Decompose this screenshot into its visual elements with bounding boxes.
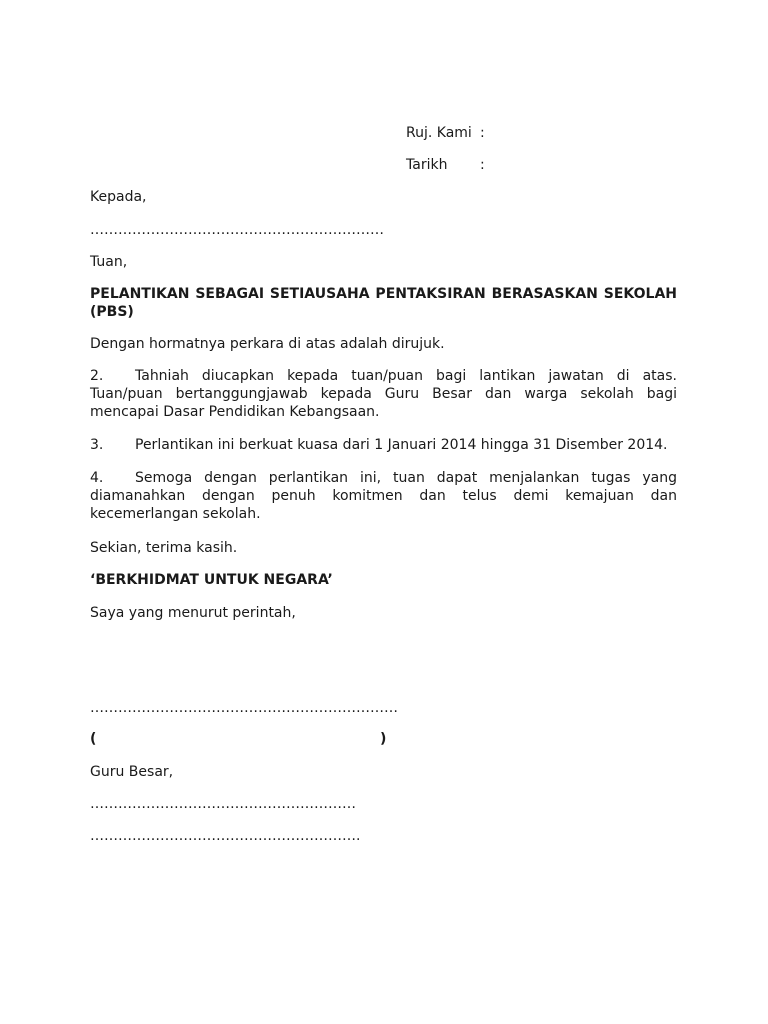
close-bracket: ) — [380, 731, 387, 747]
ruj-kami-label: Ruj. Kami — [406, 125, 472, 141]
signature-intro: Saya yang menurut perintah, — [90, 605, 296, 621]
ruj-kami-separator: : — [480, 125, 485, 141]
paragraph-4 — [90, 469, 677, 523]
signatory-title: Guru Besar, — [90, 764, 174, 780]
paragraph-3 — [90, 436, 677, 454]
reference-tarikh-line — [406, 156, 485, 188]
recipient-address-dots: ……………………………………………………… — [90, 222, 384, 238]
paragraph-3-text: Perlantikan ini berkuat kuasa dari 1 Januari 2014 hingga 31 Disember 2014. — [135, 437, 668, 453]
letter-subject: PELANTIKAN SEBAGAI SETIAUSAHA PENTAKSIRAN BERASASKAN SEKOLAH (PBS) — [90, 286, 677, 320]
paragraph-2-number: 2. — [90, 368, 104, 384]
reference-ruj-line — [406, 124, 485, 156]
closing-line: Sekian, terima kasih. — [90, 540, 238, 556]
signature-line-dots: ………………………………………………………… — [90, 700, 398, 716]
tarikh-label: Tarikh — [406, 157, 448, 173]
paragraph-4-text: Semoga dengan perlantikan ini, tuan dapat menjalankan tugas yang diamanahkan dengan penuh komitmen dan telus demi kemajuan dan kecemerlangan sekolah. — [90, 470, 677, 522]
paragraph-2-text: Tahniah diucapkan kepada tuan/puan bagi lantikan jawatan di atas. Tuan/puan bertanggungjawab kepada Guru Besar dan warga sekolah bagi mencapai Dasar Pendidikan Kebangsaan. — [90, 368, 677, 420]
tarikh-separator: : — [480, 157, 485, 173]
opening-paragraph: Dengan hormatnya perkara di atas adalah dirujuk. — [90, 336, 445, 352]
motto: ‘BERKHIDMAT UNTUK NEGARA’ — [90, 572, 333, 588]
paragraph-3-number: 3. — [90, 437, 104, 453]
reference-block — [406, 124, 485, 188]
paragraph-4-number: 4. — [90, 470, 104, 486]
kepada-label: Kepada, — [90, 189, 147, 205]
school-line-2-dots: …………………………………………………. — [90, 828, 361, 844]
school-line-1-dots: ………………………………………………… — [90, 796, 356, 812]
paragraph-2 — [90, 367, 677, 421]
open-bracket: ( — [90, 731, 97, 747]
salutation: Tuan, — [90, 254, 128, 270]
